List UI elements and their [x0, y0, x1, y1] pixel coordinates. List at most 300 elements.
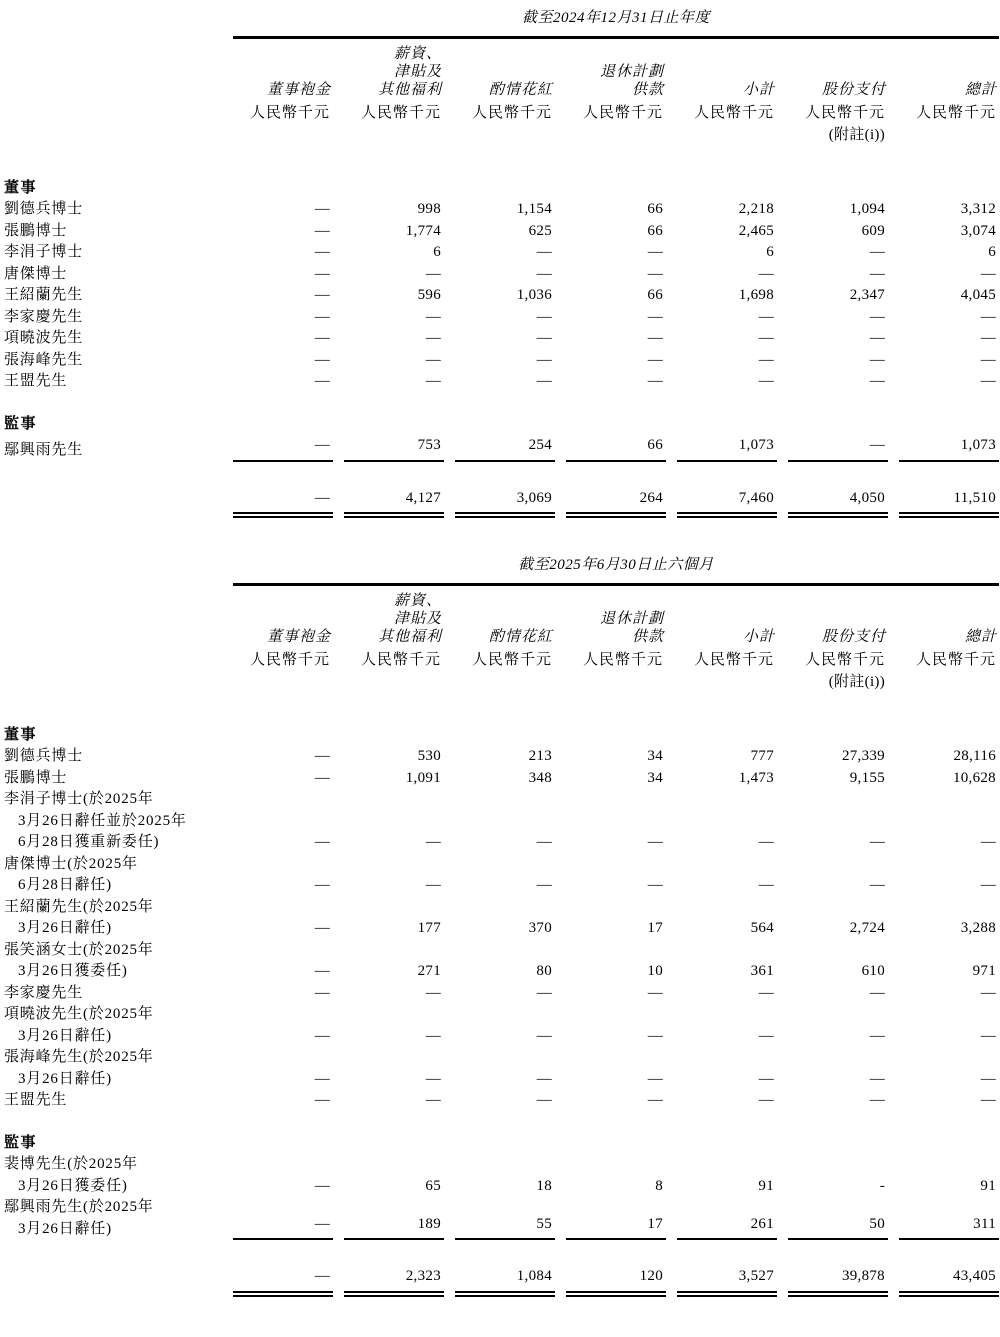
table-section — [4, 178, 998, 393]
cell-value: 18 — [536, 1177, 552, 1194]
cell-value: — — [425, 351, 441, 368]
cell-value: — — [536, 1070, 552, 1087]
cell-value: 2,724 — [849, 920, 885, 936]
table-header-row — [4, 45, 998, 99]
column-header-line: 其他福利 — [377, 629, 442, 645]
column-header — [677, 81, 777, 99]
column-header-line: 股份支付 — [821, 82, 886, 98]
cell-value: — — [314, 877, 330, 893]
table-note-row — [4, 125, 998, 145]
cell-value: 1,073 — [677, 435, 777, 462]
table-row — [4, 746, 998, 768]
row-name — [4, 1047, 222, 1090]
cell-value: — — [233, 1214, 333, 1241]
cell-value: 34 — [647, 748, 663, 764]
cell-value: — — [758, 1092, 774, 1108]
table-total-row — [4, 1266, 998, 1297]
column-header — [677, 628, 777, 646]
table-row — [4, 983, 998, 1005]
cell-value: — — [869, 265, 885, 282]
column-unit: 人民幣千元 — [582, 652, 663, 668]
cell-value: 17 — [647, 920, 663, 936]
cell-value: — — [536, 308, 552, 325]
cell-value: 753 — [344, 435, 444, 462]
row-name — [4, 199, 222, 221]
remuneration-table-2 — [4, 555, 998, 1297]
table-row — [4, 285, 998, 307]
table-row — [4, 199, 998, 221]
cell-value: 9,155 — [849, 769, 885, 786]
cell-value: — — [314, 1027, 330, 1044]
total-value: 120 — [566, 1266, 666, 1297]
cell-value: 10,628 — [952, 769, 996, 786]
row-name-line: 王紹蘭先生 — [4, 287, 84, 303]
row-name-line: 6月28日獲重新委任) — [18, 834, 160, 850]
section-heading: 監事 — [4, 1134, 38, 1151]
column-header-line: 薪資、 — [393, 593, 442, 609]
table-top-rule — [233, 36, 999, 39]
column-unit: 人民幣千元 — [804, 105, 885, 121]
cell-value: 3,288 — [960, 920, 996, 936]
cell-value: — — [980, 351, 996, 368]
total-value: 43,405 — [899, 1266, 999, 1297]
cell-value: — — [647, 351, 663, 368]
cell-value: — — [980, 984, 996, 1001]
cell-value: — — [314, 834, 330, 850]
cell-value: — — [536, 984, 552, 1001]
cell-value: 6 — [766, 244, 774, 260]
column-header-line: 董事袍金 — [266, 82, 331, 98]
total-value: 3,069 — [455, 488, 555, 519]
cell-value: 91 — [980, 1177, 996, 1194]
row-name — [4, 1090, 222, 1112]
cell-value: — — [536, 834, 552, 850]
row-name — [4, 440, 222, 462]
row-name — [4, 242, 222, 264]
cell-value: 1,698 — [738, 287, 774, 303]
cell-value: — — [536, 330, 552, 346]
cell-value: 271 — [417, 963, 441, 979]
table-row — [4, 242, 998, 264]
cell-value: 1,036 — [516, 287, 552, 303]
cell-value: — — [869, 1070, 885, 1087]
cell-value: 91 — [758, 1177, 774, 1194]
cell-value: 6 — [433, 244, 441, 260]
cell-value: 34 — [647, 769, 663, 786]
total-value: 7,460 — [677, 488, 777, 519]
cell-value: — — [869, 1027, 885, 1044]
cell-value: 370 — [528, 920, 552, 936]
cell-value: — — [758, 1070, 774, 1087]
cell-value: — — [425, 1027, 441, 1044]
row-name-line: 王盟先生 — [4, 373, 68, 389]
cell-value: 66 — [566, 435, 666, 462]
cell-value: — — [314, 748, 330, 764]
column-header-line: 其他福利 — [377, 82, 442, 98]
row-name-line: 張鵬博士 — [4, 769, 68, 786]
column-unit: 人民幣千元 — [915, 105, 996, 121]
total-value: 39,878 — [788, 1266, 888, 1297]
column-header-line: 總計 — [964, 82, 997, 98]
total-value: 11,510 — [899, 488, 999, 519]
column-header-line: 薪資、 — [393, 46, 442, 62]
section-heading: 董事 — [4, 179, 38, 196]
cell-value: 66 — [647, 287, 663, 303]
cell-value: — — [647, 877, 663, 893]
cell-value: 1,774 — [405, 222, 441, 239]
cell-value: 348 — [528, 769, 552, 786]
cell-value: — — [536, 877, 552, 893]
cell-value: — — [980, 373, 996, 389]
cell-value: — — [869, 330, 885, 346]
row-name-line: 李涓子博士(於2025年 — [4, 791, 154, 807]
column-header — [788, 628, 888, 646]
section-heading: 董事 — [4, 726, 38, 743]
row-name — [4, 854, 222, 897]
column-unit: 人民幣千元 — [471, 652, 552, 668]
row-name-line: 張海峰先生 — [4, 351, 84, 368]
column-header-line: 供款 — [631, 82, 664, 98]
column-unit: 人民幣千元 — [471, 105, 552, 121]
cell-value: — — [314, 963, 330, 979]
row-name — [4, 768, 222, 790]
cell-value: 998 — [417, 201, 441, 217]
row-name — [4, 983, 222, 1005]
row-name — [4, 746, 222, 768]
row-name-line: 鄢興雨先生 — [4, 442, 84, 458]
row-name-line: 劉德兵博士 — [4, 748, 84, 764]
cell-value: 2,347 — [849, 287, 885, 303]
cell-value: — — [314, 1092, 330, 1108]
cell-value: 4,045 — [960, 287, 996, 303]
column-header — [233, 81, 333, 99]
table-row — [4, 221, 998, 243]
column-unit: 人民幣千元 — [693, 105, 774, 121]
column-unit: 人民幣千元 — [249, 105, 330, 121]
column-header — [455, 628, 555, 646]
table-row — [4, 328, 998, 350]
cell-value: 6 — [988, 244, 996, 260]
column-header — [566, 63, 666, 99]
row-name — [4, 897, 222, 940]
row-name — [4, 1154, 222, 1197]
cell-value: — — [980, 1070, 996, 1087]
column-header-line: 股份支付 — [821, 629, 886, 645]
row-name-line: 張鵬博士 — [4, 222, 68, 239]
cell-value: — — [758, 877, 774, 893]
cell-value: — — [425, 373, 441, 389]
cell-value: 28,116 — [953, 748, 996, 764]
column-header-line: 供款 — [631, 629, 664, 645]
cell-value: 530 — [417, 748, 441, 764]
cell-value: — — [647, 308, 663, 325]
cell-value: — — [314, 373, 330, 389]
cell-value: — — [980, 834, 996, 850]
cell-value: — — [980, 265, 996, 282]
cell-value: 596 — [417, 287, 441, 303]
row-name-line: 6月28日辭任) — [18, 877, 112, 893]
cell-value: — — [536, 373, 552, 389]
cell-value: — — [758, 330, 774, 346]
cell-value: — — [314, 351, 330, 368]
cell-value: — — [425, 308, 441, 325]
table-row — [4, 435, 998, 462]
table-period-title: 截至2024年12月31日止年度 — [521, 10, 710, 26]
row-name — [4, 789, 222, 854]
cell-value: 80 — [536, 963, 552, 979]
row-name-line: 3月26日辭任並於2025年 — [18, 812, 187, 829]
cell-value: 27,339 — [841, 748, 885, 764]
remuneration-table-1 — [4, 8, 998, 518]
cell-value: — — [869, 984, 885, 1001]
cell-value: — — [869, 308, 885, 325]
cell-value: 609 — [861, 222, 885, 239]
cell-value: — — [758, 834, 774, 850]
row-name-line: 劉德兵博士 — [4, 201, 84, 217]
table-row — [4, 264, 998, 286]
cell-value: 1,094 — [849, 201, 885, 217]
row-name-line: 李家慶先生 — [4, 308, 84, 325]
cell-value: — — [758, 265, 774, 282]
table-row — [4, 768, 998, 790]
column-header-line: 董事袍金 — [266, 629, 331, 645]
column-header-line: 津貼及 — [393, 611, 442, 627]
table-section — [4, 725, 998, 1112]
cell-value: — — [647, 1070, 663, 1087]
row-name — [4, 1004, 222, 1047]
row-name-line: 王紹蘭先生(於2025年 — [4, 898, 154, 915]
cell-value: — — [314, 265, 330, 282]
cell-value: — — [869, 834, 885, 850]
cell-value: — — [980, 1027, 996, 1044]
cell-value: — — [758, 984, 774, 1001]
cell-value: — — [758, 308, 774, 325]
column-header — [344, 45, 444, 99]
cell-value: — — [647, 265, 663, 282]
cell-value: — — [314, 201, 330, 217]
cell-value: — — [536, 265, 552, 282]
cell-value: — — [425, 330, 441, 346]
cell-value: — — [869, 1092, 885, 1108]
cell-value: 66 — [647, 222, 663, 239]
total-value: 1,084 — [455, 1266, 555, 1297]
cell-value: — — [647, 244, 663, 260]
table-total-row — [4, 488, 998, 519]
cell-value: 610 — [861, 963, 885, 979]
cell-value: — — [314, 287, 330, 303]
table-section — [4, 1133, 998, 1241]
row-name-line: 唐傑博士 — [4, 265, 68, 282]
column-header-line: 退休計劃 — [599, 611, 664, 627]
cell-value: — — [425, 1092, 441, 1108]
cell-value: — — [314, 244, 330, 260]
cell-value: — — [314, 308, 330, 325]
column-header — [899, 81, 999, 99]
cell-value: — — [536, 351, 552, 368]
cell-value: — — [758, 373, 774, 389]
table-row — [4, 1004, 998, 1047]
row-name-line: 3月26日辭任) — [18, 920, 112, 936]
table-row — [4, 1197, 998, 1240]
cell-value: 2,465 — [738, 222, 774, 239]
cell-value: — — [425, 877, 441, 893]
row-name-line: 唐傑博士(於2025年 — [4, 855, 138, 872]
cell-value: — — [314, 984, 330, 1001]
table-section — [4, 414, 998, 462]
cell-value: 3,312 — [960, 201, 996, 217]
row-name — [4, 285, 222, 307]
table-row — [4, 940, 998, 983]
cell-value: 1,473 — [738, 769, 774, 786]
cell-value: 65 — [425, 1177, 441, 1194]
row-name — [4, 221, 222, 243]
column-note: (附註(i)) — [828, 126, 885, 143]
table-row — [4, 371, 998, 393]
column-header-line: 小計 — [742, 82, 775, 98]
row-name-line: 3月26日辭任) — [18, 1220, 112, 1237]
cell-value: — — [536, 1092, 552, 1108]
cell-value: — — [536, 244, 552, 260]
row-name-line: 張笑涵女士(於2025年 — [4, 941, 154, 958]
cell-value: 2,218 — [738, 201, 774, 217]
column-header-line: 退休計劃 — [599, 64, 664, 80]
row-name-line: 李涓子博士 — [4, 244, 84, 260]
table-row — [4, 1154, 998, 1197]
cell-value: — — [869, 877, 885, 893]
row-name-line: 李家慶先生 — [4, 984, 84, 1001]
column-header — [344, 592, 444, 646]
row-name — [4, 350, 222, 372]
table-row — [4, 789, 998, 854]
column-unit: 人民幣千元 — [804, 652, 885, 668]
cell-value: — — [647, 834, 663, 850]
row-name-line: 3月26日獲委任) — [18, 1177, 128, 1194]
total-value: 3,527 — [677, 1266, 777, 1297]
column-header — [566, 610, 666, 646]
cell-value: 254 — [455, 435, 555, 462]
cell-value: — — [758, 351, 774, 368]
column-header — [233, 628, 333, 646]
cell-value: 777 — [750, 748, 774, 764]
table-unit-row — [4, 103, 998, 125]
column-header-line: 總計 — [964, 629, 997, 645]
cell-value: — — [647, 373, 663, 389]
row-name-line: 3月26日獲委任) — [18, 963, 128, 979]
cell-value: 177 — [417, 920, 441, 936]
cell-value: — — [314, 1070, 330, 1087]
row-name — [4, 940, 222, 983]
total-value: — — [233, 488, 333, 519]
column-unit: 人民幣千元 — [249, 652, 330, 668]
cell-value: — — [314, 1177, 330, 1194]
row-name — [4, 328, 222, 350]
cell-value: 55 — [455, 1214, 555, 1241]
row-name — [4, 371, 222, 393]
cell-value: 1,073 — [899, 435, 999, 462]
cell-value: — — [314, 769, 330, 786]
cell-value: — — [233, 435, 333, 462]
column-header — [788, 81, 888, 99]
cell-value: — — [647, 1027, 663, 1044]
cell-value: — — [314, 330, 330, 346]
cell-value: 625 — [528, 222, 552, 239]
cell-value: — — [980, 330, 996, 346]
row-name — [4, 307, 222, 329]
cell-value: — — [788, 435, 888, 462]
cell-value: 261 — [677, 1214, 777, 1241]
cell-value: 361 — [750, 963, 774, 979]
cell-value: — — [536, 1027, 552, 1044]
cell-value: — — [980, 308, 996, 325]
cell-value: 311 — [899, 1214, 999, 1241]
cell-value: — — [425, 834, 441, 850]
row-name-line: 鄢興雨先生(於2025年 — [4, 1199, 154, 1215]
cell-value: 50 — [788, 1214, 888, 1241]
row-name-line: 裴博先生(於2025年 — [4, 1156, 138, 1172]
column-header-line: 酌情花紅 — [488, 629, 553, 645]
row-name-line: 3月26日辭任) — [18, 1027, 112, 1044]
row-name-line: 張海峰先生(於2025年 — [4, 1049, 154, 1065]
cell-value: — — [314, 222, 330, 239]
column-header — [899, 628, 999, 646]
cell-value: — — [869, 373, 885, 389]
cell-value: 3,074 — [960, 222, 996, 239]
cell-value: — — [647, 984, 663, 1001]
column-unit: 人民幣千元 — [582, 105, 663, 121]
column-header-line: 津貼及 — [393, 64, 442, 80]
cell-value: — — [980, 877, 996, 893]
total-value: 4,050 — [788, 488, 888, 519]
total-value: — — [233, 1266, 333, 1297]
cell-value: 1,154 — [516, 201, 552, 217]
column-header-line: 小計 — [742, 629, 775, 645]
cell-value: 189 — [344, 1214, 444, 1241]
column-unit: 人民幣千元 — [693, 652, 774, 668]
total-value: 2,323 — [344, 1266, 444, 1297]
column-unit: 人民幣千元 — [360, 652, 441, 668]
column-unit: 人民幣千元 — [915, 652, 996, 668]
table-row — [4, 1090, 998, 1112]
total-value: 264 — [566, 488, 666, 519]
cell-value: 1,091 — [405, 769, 441, 786]
cell-value: — — [425, 984, 441, 1001]
cell-value: 564 — [750, 920, 774, 936]
cell-value: 17 — [566, 1214, 666, 1241]
table-period-title: 截至2025年6月30日止六個月 — [518, 557, 714, 573]
row-name-line: 3月26日辭任) — [18, 1070, 112, 1087]
table-row — [4, 897, 998, 940]
cell-value: — — [425, 265, 441, 282]
row-name-line: 項曉波先生 — [4, 330, 84, 346]
column-unit: 人民幣千元 — [360, 105, 441, 121]
table-header-row — [4, 592, 998, 646]
table-row — [4, 1047, 998, 1090]
table-top-rule — [233, 583, 999, 586]
cell-value: 971 — [972, 963, 996, 979]
column-header-line: 酌情花紅 — [488, 82, 553, 98]
total-value: 4,127 — [344, 488, 444, 519]
cell-value: 213 — [528, 748, 552, 764]
cell-value: 10 — [647, 963, 663, 979]
row-name-line: 項曉波先生(於2025年 — [4, 1006, 154, 1022]
table-note-row — [4, 672, 998, 692]
cell-value: — — [869, 244, 885, 260]
row-name — [4, 1197, 222, 1240]
table-row — [4, 307, 998, 329]
cell-value: — — [647, 1092, 663, 1108]
cell-value: — — [980, 1092, 996, 1108]
cell-value: 8 — [655, 1177, 663, 1194]
